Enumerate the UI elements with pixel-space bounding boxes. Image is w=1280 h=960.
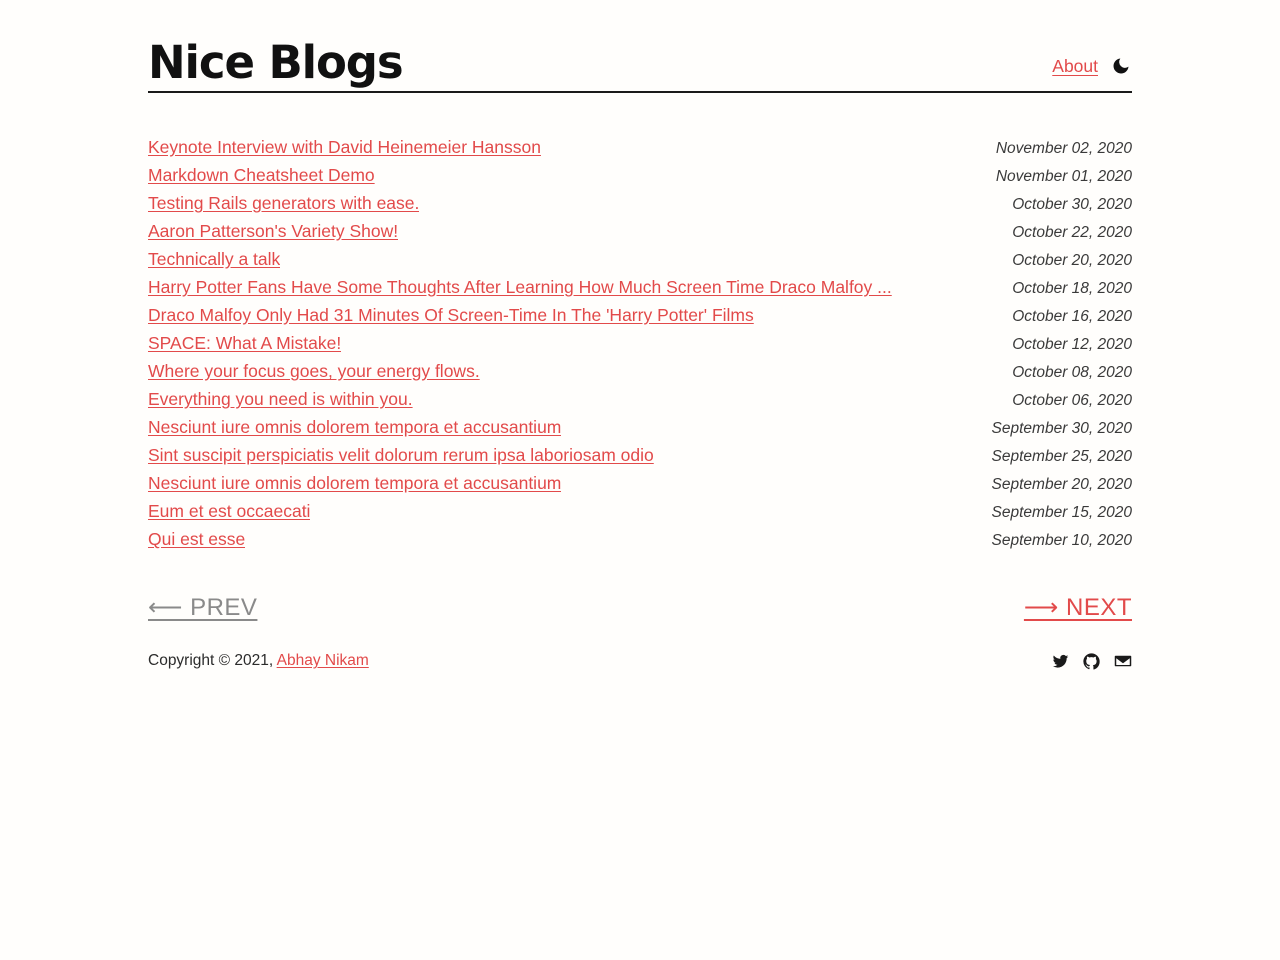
post-title-link[interactable]: Where your focus goes, your energy flows.	[148, 361, 480, 381]
list-item	[148, 273, 1132, 301]
post-date: October 22, 2020	[1012, 224, 1132, 241]
copyright	[148, 652, 369, 670]
post-date: October 08, 2020	[1012, 364, 1132, 381]
list-item	[148, 329, 1132, 357]
post-date: November 01, 2020	[995, 168, 1132, 185]
list-item	[148, 161, 1132, 189]
author-link[interactable]: Abhay Nikam	[276, 652, 369, 669]
list-item	[148, 133, 1132, 161]
post-title-link[interactable]: Eum et est occaecati	[148, 501, 311, 521]
prev-page-link[interactable]: ⟵ PREV	[148, 594, 258, 621]
list-item	[148, 301, 1132, 329]
post-date: October 16, 2020	[1012, 308, 1132, 325]
post-list	[148, 133, 1132, 553]
post-date: November 02, 2020	[995, 140, 1132, 157]
post-title-link[interactable]: Nesciunt iure omnis dolorem tempora et accusantium	[148, 473, 562, 493]
page-title: Nice Blogs	[148, 36, 403, 89]
list-item	[148, 413, 1132, 441]
copyright-text: Copyright © 2021,	[148, 652, 274, 669]
list-item	[148, 525, 1132, 553]
moon-icon[interactable]	[1110, 55, 1132, 77]
post-title-link[interactable]: Harry Potter Fans Have Some Thoughts After Learning How Much Screen Time Draco Malfoy ...	[148, 277, 892, 297]
post-date: September 20, 2020	[991, 476, 1132, 493]
list-item	[148, 217, 1132, 245]
list-item	[148, 385, 1132, 413]
list-item	[148, 189, 1132, 217]
site-header	[148, 0, 1132, 93]
post-title-link[interactable]: Everything you need is within you.	[148, 389, 413, 409]
post-date: October 18, 2020	[1012, 280, 1132, 297]
post-date: September 30, 2020	[991, 420, 1132, 437]
post-date: October 06, 2020	[1012, 392, 1132, 409]
content-wrapper	[148, 0, 1132, 670]
post-date: September 15, 2020	[991, 504, 1132, 521]
post-date: September 10, 2020	[991, 532, 1132, 549]
list-item	[148, 245, 1132, 273]
social-links	[1052, 652, 1132, 670]
post-title-link[interactable]: SPACE: What A Mistake!	[148, 333, 342, 353]
list-item	[148, 441, 1132, 469]
post-title-link[interactable]: Markdown Cheatsheet Demo	[148, 165, 375, 185]
next-page-link[interactable]: ⟶ NEXT	[1023, 594, 1132, 621]
site-footer	[148, 652, 1132, 670]
post-title-link[interactable]: Keynote Interview with David Heinemeier Hansson	[148, 137, 541, 157]
github-icon[interactable]	[1083, 653, 1100, 670]
post-title-link[interactable]: Testing Rails generators with ease.	[148, 193, 420, 213]
nav-link-about[interactable]: About	[1052, 55, 1098, 76]
post-date: October 30, 2020	[1012, 196, 1132, 213]
post-date: October 12, 2020	[1012, 336, 1132, 353]
list-item	[148, 497, 1132, 525]
post-title-link[interactable]: Aaron Patterson's Variety Show!	[148, 221, 399, 241]
post-date: October 20, 2020	[1012, 252, 1132, 269]
post-title-link[interactable]: Qui est esse	[148, 529, 246, 549]
header-actions	[1052, 55, 1132, 85]
post-title-link[interactable]: Technically a talk	[148, 249, 281, 269]
pagination	[148, 593, 1132, 622]
twitter-icon[interactable]	[1052, 653, 1069, 670]
email-icon[interactable]	[1114, 652, 1132, 670]
list-item	[148, 469, 1132, 497]
post-date: September 25, 2020	[991, 448, 1132, 465]
post-title-link[interactable]: Nesciunt iure omnis dolorem tempora et accusantium	[148, 417, 562, 437]
post-title-link[interactable]: Sint suscipit perspiciatis velit dolorum rerum ipsa laboriosam odio	[148, 445, 654, 465]
post-title-link[interactable]: Draco Malfoy Only Had 31 Minutes Of Screen-Time In The 'Harry Potter' Films	[148, 305, 754, 325]
list-item	[148, 357, 1132, 385]
